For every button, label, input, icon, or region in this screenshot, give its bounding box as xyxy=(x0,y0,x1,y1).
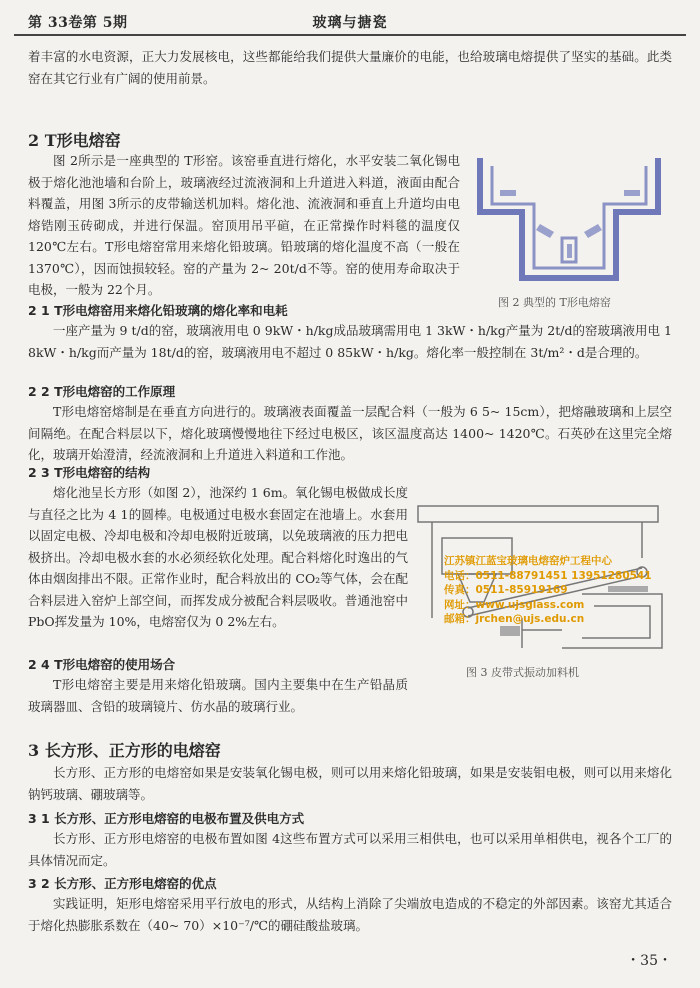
section-2-3-heading: 2 3 T形电熔窑的结构 xyxy=(28,465,151,480)
section-3-intro: 长方形、正方形的电熔窑如果是安装氧化锡电极，则可以用来熔化铅玻璃，如果是安装钼电极，则可以用来熔化钠钙玻璃、硼玻璃等。 xyxy=(28,765,672,802)
section-2-4-text: T形电熔窑主要是用来熔化铅玻璃。国内主要集中在生产铅晶质玻璃器皿、含铅的玻璃镜片、仿水晶的玻璃行业。 xyxy=(28,677,408,714)
company-watermark xyxy=(444,554,652,627)
section-2-intro: 图 2所示是一座典型的 T形窑。该窑垂直进行熔化，水平安装二氧化锡电极于熔化池池墙和台阶上，玻璃液经过流液洞和上升道进入料道，液面由配合料覆盖，用图 3所示的皮带输送机加料。熔化池、流液洞和垂直上升道均由电熔锆刚玉砖砌成，并进行保温。窑顶用吊平碹，在正常操作时料毯的温度仅 120℃左右。T形电熔窑常用来熔化铅玻璃。铅玻璃的熔化温度不高（一般在 1370℃），因而蚀损较轻。窑的产量为 2~ 20t/d不等。窑的使用寿命取决于电极，一般为 22个月。 xyxy=(28,153,460,297)
watermark-fax: 传真：0511-85919169 xyxy=(444,584,568,596)
section-2-4-heading: 2 4 T形电熔窑的使用场合 xyxy=(28,657,176,672)
watermark-company-name: 江苏镇江蓝宝玻璃电熔窑炉工程中心 xyxy=(444,555,612,567)
section-3-2-heading: 3 2 长方形、正方形电熔窑的优点 xyxy=(28,876,217,891)
watermark-email: 邮箱：jrchen@ujs.edu.cn xyxy=(444,613,585,625)
section-2-heading: 2 T形电熔窑 xyxy=(28,131,121,150)
figure-2-caption: 图 2 典型的 T形电熔窑 xyxy=(498,296,611,309)
figure-2-drawing xyxy=(474,152,670,286)
section-2-1-text: 一座产量为 9 t/d的窑，玻璃液用电 0 9kW・h/kg成品玻璃需用电 1 3kW・h/kg产量为 2t/d的窑玻璃液用电 1 8kW・h/kg而产量为 18t/d的窑，玻璃液用电不超过 0 85kW・h/kg。熔化率一般控制在 3t/m²・d是合理的。 xyxy=(28,323,672,360)
header-journal-title: 玻璃与搪瓷 xyxy=(312,15,388,31)
intro-paragraph: 着丰富的水电资源，正大力发展核电，这些都能给我们提供大量廉价的电能，也给玻璃电熔提供了坚实的基础。此类窑在其它行业有广阔的使用前景。 xyxy=(28,49,672,86)
figure-2-t-shaped-furnace xyxy=(474,152,670,286)
watermark-phone: 电话：0511-88791451 13951280541 xyxy=(444,569,652,582)
figure-3-caption: 图 3 皮带式振动加料机 xyxy=(466,666,579,679)
section-2-1-heading: 2 1 T形电熔窑用来熔化铅玻璃的熔化率和电耗 xyxy=(28,303,288,318)
page-number: ・35・ xyxy=(626,953,672,969)
section-2-2-heading: 2 2 T形电熔窑的工作原理 xyxy=(28,384,176,399)
section-3-1-text: 长方形、正方形电熔窑的电极布置如图 4这些布置方式可以采用三相供电，也可以采用单相供电，视各个工厂的具体情况而定。 xyxy=(28,831,672,868)
header-rule xyxy=(14,34,686,36)
section-2-3-text: 熔化池呈长方形（如图 2），池深约 1 6m。氧化锡电极做成长度与直径之比为 4 1的圆棒。电极通过电极水套固定在池墙上。水套用以固定电极、冷却电极和冷却电极附近玻璃，以免玻璃液的压力把电极挤出。冷却电极水套的水必须经软化处理。配合料熔化时逸出的气体由烟囱排出不限。正常作业时，配合料放出的 CO₂等气体，会在配合料层进入窑炉上部空间，而挥发成分被配合料层吸收。普通池窑中 PbO挥发量为 10%，电熔窑仅为 0 2%左右。 xyxy=(28,485,408,629)
watermark-website: 网址：www.ujsglass.com xyxy=(444,598,585,611)
section-2-2-text: T形电熔窑熔制是在垂直方向进行的。玻璃液表面覆盖一层配合料（一般为 6 5~ 15cm），把熔融玻璃和上层空间隔绝。在配合料层以下，熔化玻璃慢慢地往下经过电极区，该区温度高达 1400~ 1420℃。石英砂在这里完全熔化，玻璃开始澄清，经流液洞和上升道进入料道和工作池。 xyxy=(28,404,672,462)
section-3-2-text: 实践证明，矩形电熔窑采用平行放电的形式，从结构上消除了尖端放电造成的不稳定的外部因素。该窑尤其适合于熔化热膨胀系数在（40~ 70）×10⁻⁷/℃的硼硅酸盐玻璃。 xyxy=(28,896,672,933)
header-volume-issue: 第 33卷第 5期 xyxy=(28,15,128,31)
section-3-heading: 3 长方形、正方形的电熔窑 xyxy=(28,741,221,760)
section-3-1-heading: 3 1 长方形、正方形电熔窑的电极布置及供电方式 xyxy=(28,811,305,826)
